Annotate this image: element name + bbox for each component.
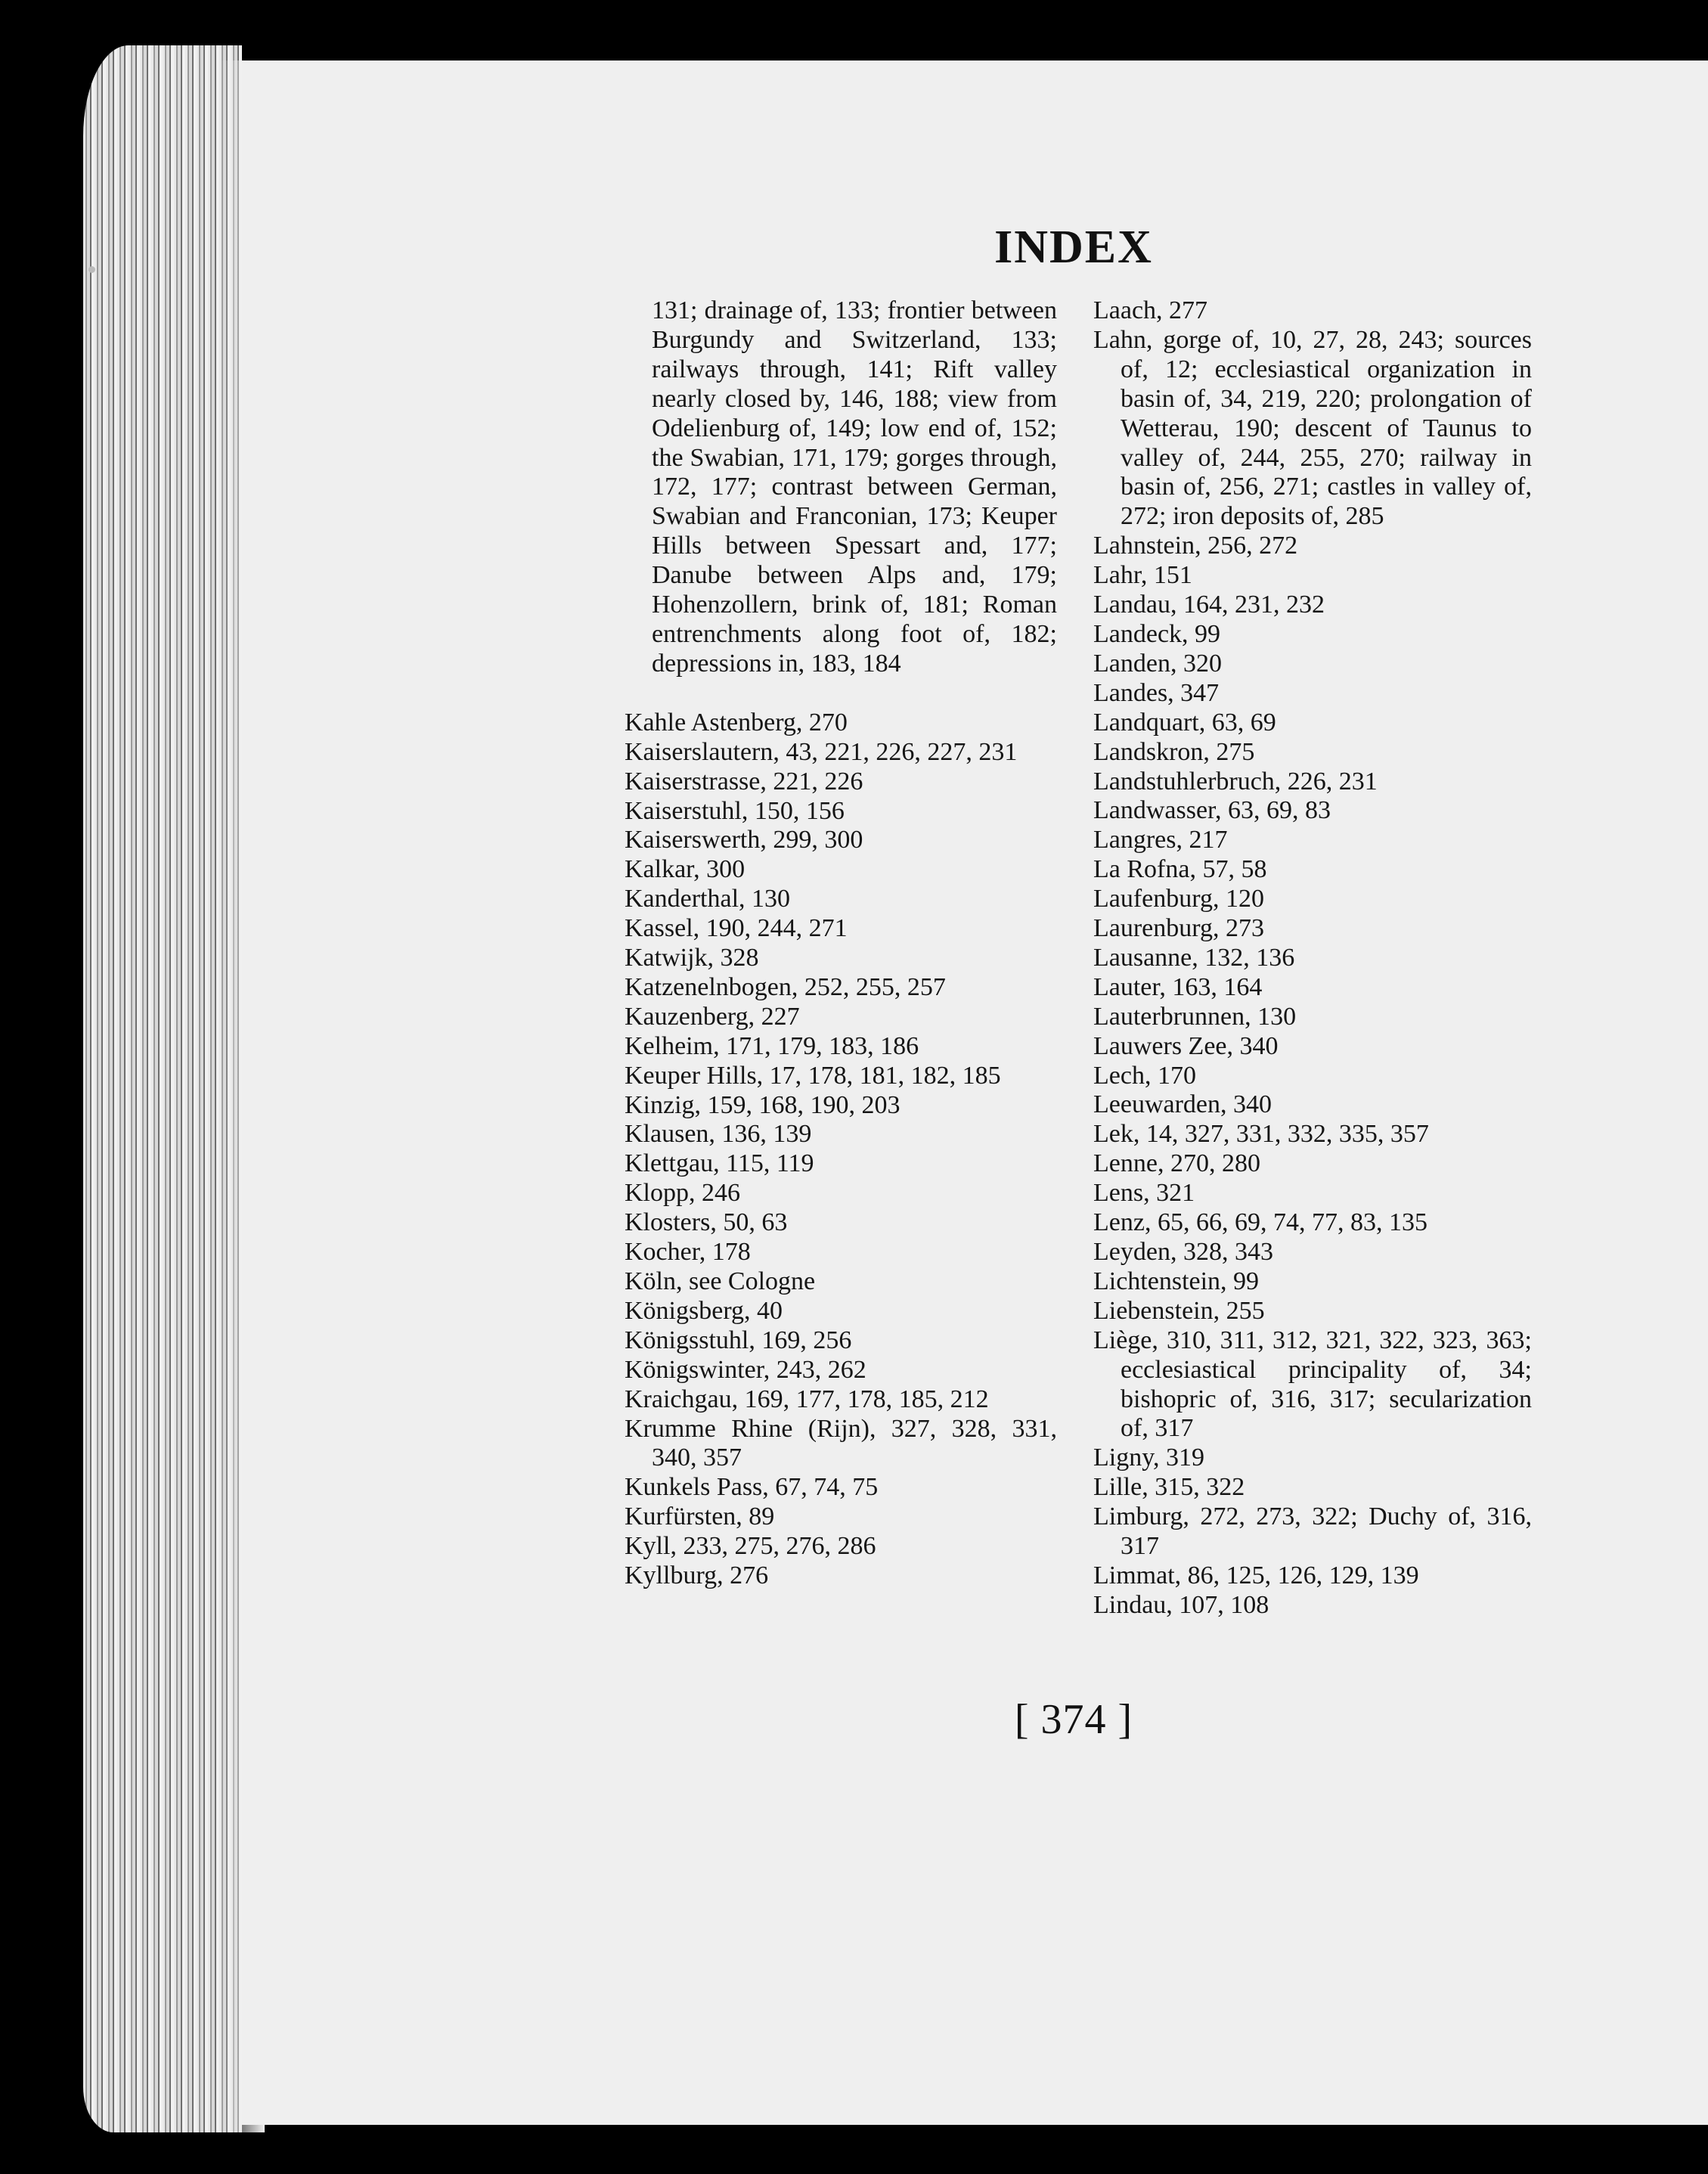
index-entry: Lauwers Zee, 340 xyxy=(1093,1031,1279,1060)
index-entry: Langres, 217 xyxy=(1093,826,1228,854)
index-entry: Lenne, 270, 280 xyxy=(1093,1149,1260,1178)
index-entry: Lichtenstein, 99 xyxy=(1093,1267,1260,1295)
index-entry: Liebenstein, 255 xyxy=(1093,1296,1265,1325)
index-entry: Kyllburg, 276 xyxy=(625,1561,769,1590)
index-entry: Klopp, 246 xyxy=(625,1179,740,1208)
index-entry: Landstuhlerbruch, 226, 231 xyxy=(1093,767,1378,795)
index-entry: Landen, 320 xyxy=(1093,649,1222,678)
index-entry: Klosters, 50, 63 xyxy=(625,1208,788,1237)
index-entry: Lenz, 65, 66, 69, 74, 77, 83, 135 xyxy=(1093,1208,1427,1237)
index-entry: Kaiserstrasse, 221, 226 xyxy=(625,767,863,795)
index-entry: Kanderthal, 130 xyxy=(625,885,791,913)
index-entry: Kaiserswerth, 299, 300 xyxy=(625,826,863,854)
index-entry: Kelheim, 171, 179, 183, 186 xyxy=(625,1031,919,1060)
index-entry: La Rofna, 57, 58 xyxy=(1093,855,1267,884)
index-entry: Lahn, gorge of, 10, 27, 28, 243; sources of, 12; ecclesiastical organization in basin of, 34, 219, 220; prolongation of Wetterau, 190; descent of Taunus to valley of, 244, 255, 270; railway in basin of, 256, 271; castles in valley of, 272; iron deposits of, 285 xyxy=(1093,325,1532,531)
index-entry: Katwijk, 328 xyxy=(625,944,759,972)
index-entry: Kurfürsten, 89 xyxy=(625,1503,775,1531)
index-entry: Köln, see Cologne xyxy=(625,1267,816,1295)
index-entry: Laufenburg, 120 xyxy=(1093,885,1264,913)
index-column-left xyxy=(625,296,1057,1591)
index-entry: Kassel, 190, 244, 271 xyxy=(625,914,848,943)
index-entry: Kaiserslautern, 43, 221, 226, 227, 231 xyxy=(625,737,1018,766)
index-entry: Kinzig, 159, 168, 190, 203 xyxy=(625,1090,900,1119)
index-entry: Lahr, 151 xyxy=(1093,561,1192,590)
index-entry: 131; drainage of, 133; frontier between Burgundy and Switzerland, 133; railways through, 141; Rift valley nearly closed by, 146, 188; view from Odelienburg of, 149; low end of, 152; the Swabian, 171, 179; gorges through, 172, 177; contrast between German, Swabian and Franconian, 173; Keuper Hills between Spessart and, 177; Danube between Alps and, 179; Hohenzollern, brink of, 181; Roman entrenchments along foot of, 182; depressions in, 183, 184 xyxy=(652,296,1057,678)
index-entry: Liège, 310, 311, 312, 321, 322, 323, 363; ecclesiastical principality of, 34; bishopric of, 316, 317; secularization of, 317 xyxy=(1093,1326,1532,1443)
index-entry: Landwasser, 63, 69, 83 xyxy=(1093,796,1331,825)
index-entry: Katzenelnbogen, 252, 255, 257 xyxy=(625,972,946,1001)
index-entry: Kraichgau, 169, 177, 178, 185, 212 xyxy=(625,1385,989,1413)
index-entry: Limmat, 86, 125, 126, 129, 139 xyxy=(1093,1561,1419,1589)
index-entry: Lek, 14, 327, 331, 332, 335, 357 xyxy=(1093,1120,1429,1149)
index-entry: Landeck, 99 xyxy=(1093,619,1221,648)
index-entry: Landau, 164, 231, 232 xyxy=(1093,591,1325,619)
index-entry: Lauter, 163, 164 xyxy=(1093,972,1263,1001)
index-entry: Laurenburg, 273 xyxy=(1093,914,1264,943)
index-entry: Landes, 347 xyxy=(1093,678,1220,707)
index-entry: Lauterbrunnen, 130 xyxy=(1093,1002,1297,1031)
page-number: [ 374 ] xyxy=(1014,1696,1133,1743)
index-entry: Lausanne, 132, 136 xyxy=(1093,943,1295,972)
index-entry: Leyden, 328, 343 xyxy=(1093,1238,1273,1266)
index-entry: Landquart, 63, 69 xyxy=(1093,708,1276,737)
index-entry: Kalkar, 300 xyxy=(625,855,746,884)
index-entry: Lindau, 107, 108 xyxy=(1093,1590,1269,1619)
index-entry: Lille, 315, 322 xyxy=(1093,1473,1245,1502)
index-entry: Limburg, 272, 273, 322; Duchy of, 316, 317 xyxy=(1093,1503,1532,1561)
index-entry: Leeuwarden, 340 xyxy=(1093,1090,1272,1119)
index-entry: Laach, 277 xyxy=(1093,296,1208,324)
index-entry: Königsberg, 40 xyxy=(625,1296,783,1325)
index-entry: Lens, 321 xyxy=(1093,1179,1195,1208)
page-title: INDEX xyxy=(994,222,1153,273)
index-entry: Kauzenberg, 227 xyxy=(625,1002,800,1031)
index-entry: Lahnstein, 256, 272 xyxy=(1093,532,1298,560)
index-entry: Landskron, 275 xyxy=(1093,737,1255,766)
index-entry: Ligny, 319 xyxy=(1093,1444,1205,1472)
index-entry: Königsstuhl, 169, 256 xyxy=(625,1326,852,1354)
index-entry: Kahle Astenberg, 270 xyxy=(625,708,848,737)
index-entry: Kunkels Pass, 67, 74, 75 xyxy=(625,1473,879,1502)
index-entry: Königswinter, 243, 262 xyxy=(625,1355,866,1384)
book-page-edges xyxy=(83,45,242,2132)
speck xyxy=(88,266,95,273)
index-entry: Krumme Rhine (Rijn), 327, 328, 331, 340, 357 xyxy=(625,1414,1057,1472)
index-entry: Klausen, 136, 139 xyxy=(625,1120,812,1149)
entry-gap xyxy=(625,679,1057,709)
index-entry: Klettgau, 115, 119 xyxy=(625,1149,814,1178)
index-entry: Keuper Hills, 17, 178, 181, 182, 185 xyxy=(625,1061,1001,1090)
index-entry: Kyll, 233, 275, 276, 286 xyxy=(625,1532,876,1561)
index-entry: Lech, 170 xyxy=(1093,1061,1196,1090)
index-entry: Kocher, 178 xyxy=(625,1238,751,1267)
index-entry: Kaiserstuhl, 150, 156 xyxy=(625,796,845,825)
index-column-right xyxy=(1093,296,1532,1620)
